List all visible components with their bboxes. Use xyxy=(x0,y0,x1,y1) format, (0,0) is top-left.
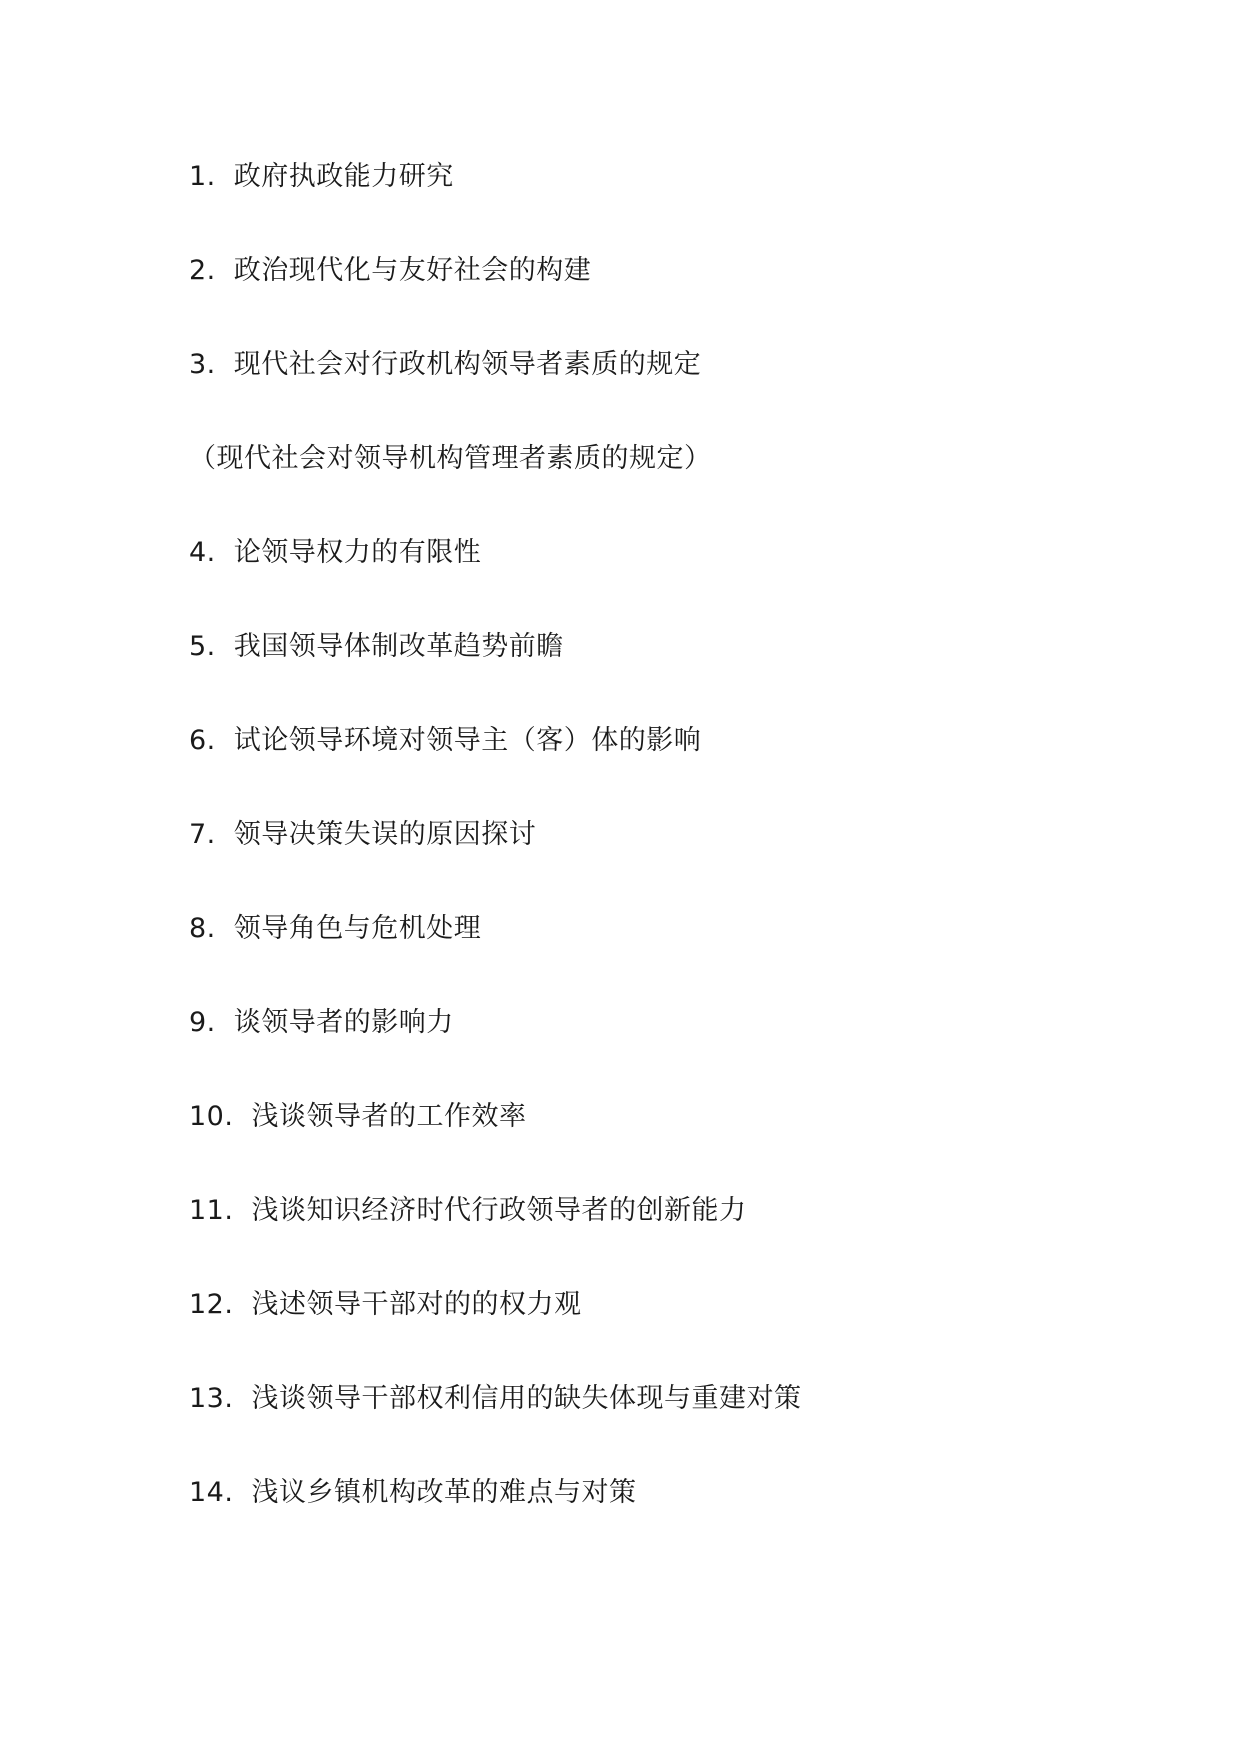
item-number: 10. xyxy=(189,1101,234,1132)
item-number: 8. xyxy=(189,913,216,944)
item-text: 试论领导环境对领导主（客）体的影响 xyxy=(233,725,702,756)
item-text: 领导角色与危机处理 xyxy=(233,913,482,944)
item-text: 浅谈知识经济时代行政领导者的创新能力 xyxy=(251,1195,747,1226)
item-text: 我国领导体制改革趋势前瞻 xyxy=(233,631,564,662)
item-number: 2. xyxy=(189,255,216,286)
list-item xyxy=(189,1478,801,1572)
list-item xyxy=(189,1384,801,1478)
item-number: 9. xyxy=(189,1007,216,1038)
item-number: 4. xyxy=(189,537,216,568)
item-text: 浅述领导干部对的的权力观 xyxy=(251,1289,582,1320)
item-text: 谈领导者的影响力 xyxy=(233,1007,454,1038)
list-item xyxy=(189,538,801,632)
list-item xyxy=(189,350,801,444)
item-text: 浅谈领导干部权利信用的缺失体现与重建对策 xyxy=(251,1383,802,1414)
list-item xyxy=(189,1102,801,1196)
item-text: 现代社会对行政机构领导者素质的规定 xyxy=(233,349,702,380)
item-text: 政治现代化与友好社会的构建 xyxy=(233,255,592,286)
list-item xyxy=(189,256,801,350)
topic-list xyxy=(189,162,801,1572)
item-number: 12. xyxy=(189,1289,234,1320)
list-item-note xyxy=(189,444,801,538)
item-number: 14. xyxy=(189,1477,234,1508)
item-number: 7. xyxy=(189,819,216,850)
list-item xyxy=(189,632,801,726)
list-item xyxy=(189,726,801,820)
item-number: 1. xyxy=(189,161,216,192)
item-text: 浅谈领导者的工作效率 xyxy=(251,1101,527,1132)
list-item xyxy=(189,1008,801,1102)
list-item xyxy=(189,914,801,1008)
item-number: 3. xyxy=(189,349,216,380)
item-number: 6. xyxy=(189,725,216,756)
item-number: 13. xyxy=(189,1383,234,1414)
item-text: 政府执政能力研究 xyxy=(233,161,454,192)
item-number: 5. xyxy=(189,631,216,662)
item-number: 11. xyxy=(189,1195,234,1226)
list-item xyxy=(189,162,801,256)
list-item xyxy=(189,1290,801,1384)
item-text: 论领导权力的有限性 xyxy=(233,537,482,568)
item-text: （现代社会对领导机构管理者素质的规定） xyxy=(189,443,712,474)
list-item xyxy=(189,1196,801,1290)
item-text: 浅议乡镇机构改革的难点与对策 xyxy=(251,1477,637,1508)
item-text: 领导决策失误的原因探讨 xyxy=(233,819,537,850)
list-item xyxy=(189,820,801,914)
